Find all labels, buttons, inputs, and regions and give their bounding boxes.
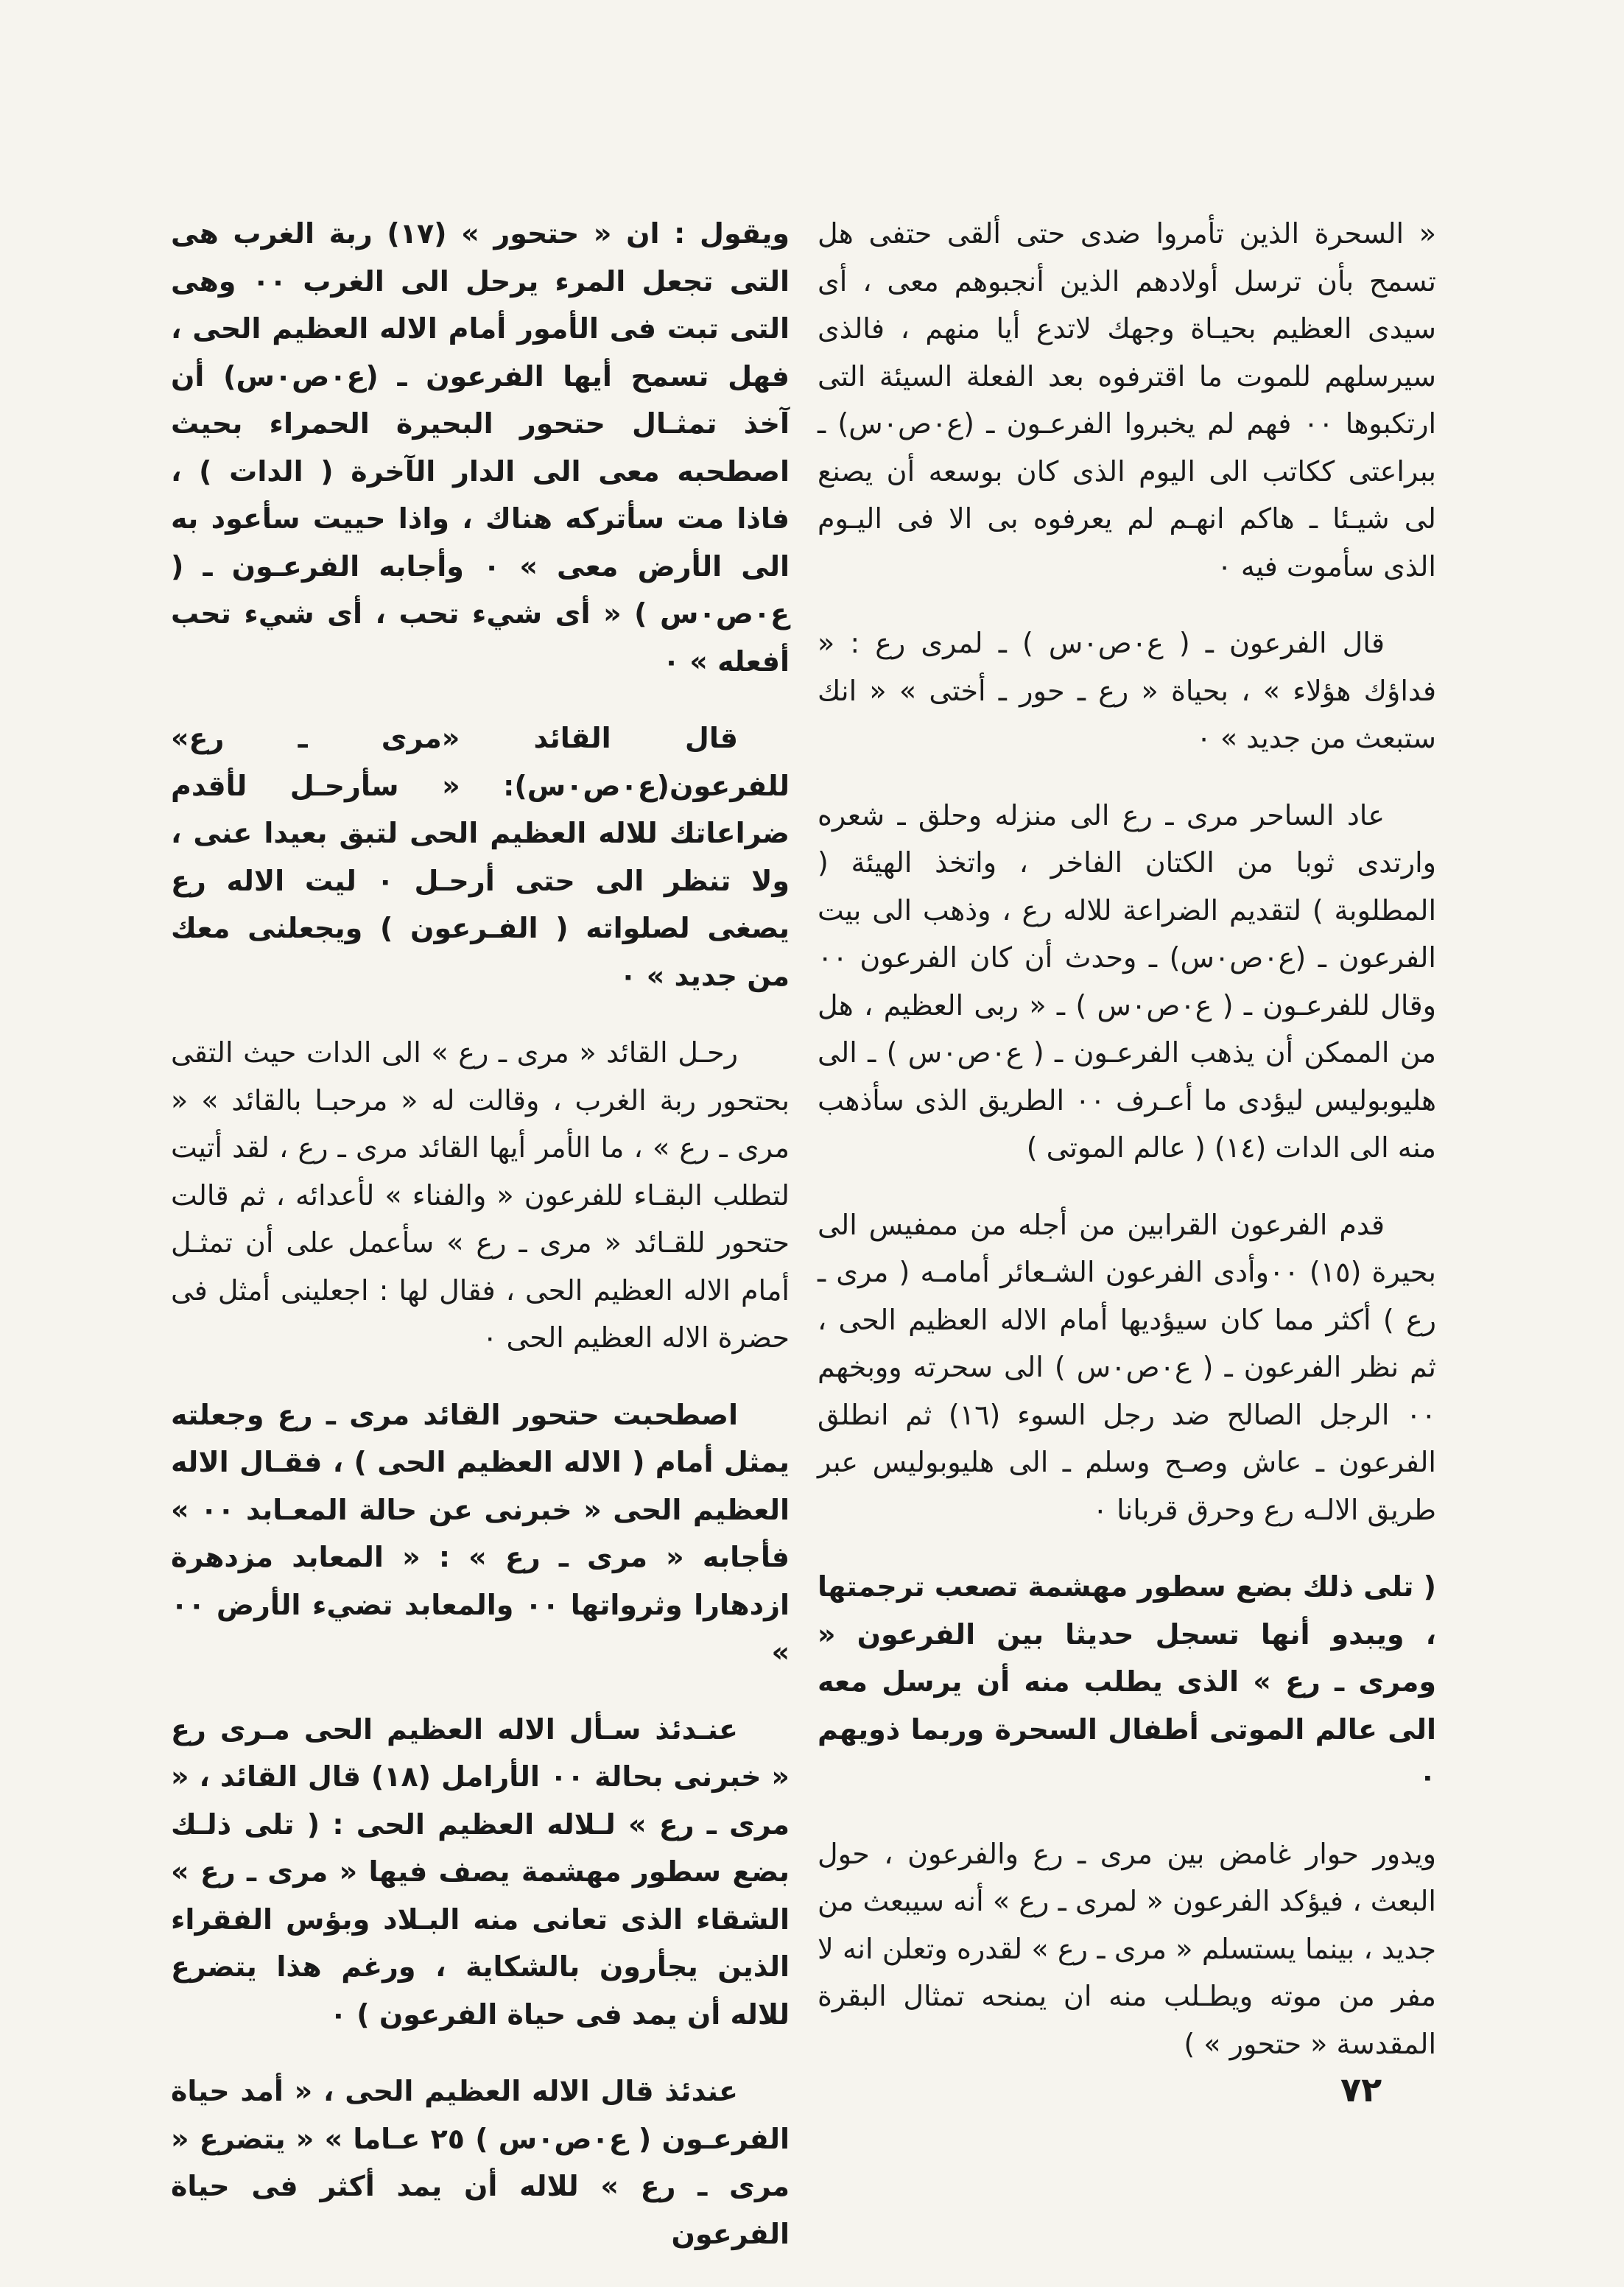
- paragraph: عاد الساحر مرى ـ رع الى منزله وحلق ـ شعره وارتدى ثوبا من الكتان الفاخر ، واتخذ الهيئة ( المطلوبة ) لتقديم الضراعة للاله رع ، وذهب الى بيت الفرعون ـ (ع٠ص٠س) ـ وحدث أن كان الفرعون ٠٠ وقال للفرعـون ـ ( ع٠ص٠س ) ـ « ربى العظيم ، هل من الممكن أن يذهب الفرعـون ـ ( ع٠ص٠س ) ـ الى هليوبوليس ليؤدى ما أعـرف ٠٠ الطريق الذى سأذهب منه الى الدات (١٤) ( عالم الموتى ): [818, 798, 1437, 1164]
- paragraph: قال الفرعون ـ ( ع٠ص٠س ) ـ لمرى رع : « فداؤك هؤلاء » ، بحياة « رع ـ حور ـ أختى » « انك ستبعث من جديد » ٠: [818, 627, 1436, 754]
- paragraph: « السحرة الذين تأمروا ضدى حتى ألقى حتفى هل تسمح بأن ترسل أولادهم الذين أنجبوهم معى ، أى سيدى العظيم بحيـاة وجهك لاتدع أيا منهم ، فالذى سيرسلهم للموت ما اقترفوه بعد الفعلة السيئة التى ارتكبوها ٠٠ فهم لم يخبروا الفرعـون ـ (ع٠ص٠س) ـ ببراعتى ككاتب الى اليوم الذى كان بوسعه أن يصنع لى شيـئا ـ هاكم انهـم لم يعرفوه بى الا فى اليـوم الذى سأموت فيه ٠: [818, 217, 1436, 583]
- paragraph: ( تلى ذلك بضع سطور مهشمة تصعب ترجمتها ، ويبدو أنها تسجل حديثا بين الفرعون « ومرى ـ رع » الذى يطلب منه أن يرسل معه الى عالم الموتى أطفال السحرة وربما ذويهم ٠: [818, 1570, 1436, 1793]
- paragraph: عندئذ قال الاله العظيم الحى ، « أمد حياة الفرعـون ( ع٠ص٠س ) ٢٥ عـاما » « يتضرع « مرى ـ رع » للاله أن يمد أكثر فى حياة الفرعون: [171, 2075, 790, 2250]
- paragraph: عنـدئذ سـأل الاله العظيم الحى مـرى رع « خبرنى بحالة ٠٠ الأرامل (١٨) قال القائد ، « مرى ـ رع » لـلاله العظيم الحى : ( تلى ذلـك بضع سطور مهشمة يصف فيها « مرى ـ رع » الشقاء الذى تعانى منه البـلاد وبؤس الفقراء الذين يجأرون بالشكاية ، ورغم هذا يتضرع للاله أن يمد فى حياة الفرعون ) ٠: [171, 1712, 790, 2031]
- right-column: [818, 210, 1436, 2097]
- paragraph: قدم الفرعون القرابين من أجله من ممفيس الى بحيرة (١٥) ٠٠وأدى الفرعون الشـعائر أمامـه ( مرى ـ رع ) أكثر مما كان سيؤديها أمام الاله العظيم الحى ، ثم نظر الفرعون ـ ( ع٠ص٠س ) الى سحرته ووبخهم ٠٠ الرجل الصالح ضد رجل السوء (١٦) ثم انطلق الفرعون ـ عاش وصـح وسلم ـ الى هليوبوليس عبر طريق الالـه رع وحرق قربانا ٠: [818, 1208, 1436, 1526]
- paragraph: ويدور حوار غامض بين مرى ـ رع والفرعون ، حول البعث ، فيؤكد الفرعون « لمرى ـ رع » أنه سيبعث من جديد ، بينما يستسلم « مرى ـ رع » لقدره وتعلن انه لا مفر من موته ويطـلب منه ان يمنحه تمثال البقرة المقدسة « حتحور » ): [818, 1837, 1436, 2060]
- paragraph: اصطحبت حتحور القائد مرى ـ رع وجعلته يمثل أمام ( الاله العظيم الحى ) ، فقـال الاله العظيم الحى « خبرنى عن حالة المعـابد ٠٠ » فأجابه « مرى ـ رع » : « المعابد مزدهرة ازدهارا وثرواتها ٠٠ والمعابد تضيء الأرض ٠٠ »: [171, 1398, 790, 1668]
- paragraph: ويقول : ان « حتحور » (١٧) ربة الغرب هى التى تجعل المرء يرحل الى الغرب ٠٠ وهى التى تبت فى الأمور أمام الاله العظيم الحى ، فهل تسمح أيها الفرعون ـ (ع٠ص٠س) أن آخذ تمثـال حتحور البحيرة الحمراء بحيث اصطحبه معى الى الدار الآخرة ( الدات ) ، فاذا مت سأتركه هناك ، واذا حييت سأعود به الى الأرض معى » ٠ وأجابه الفرعـون ـ ( ع٠ص٠س ) « أى شيء تحب ، أى شيء تحب أفعله » ٠: [171, 217, 790, 678]
- paragraph: رحـل القائد « مرى ـ رع » الى الدات حيث التقى بحتحور ربة الغرب ، وقالت له « مرحبـا بالقائد » « مرى ـ رع » ، ما الأمر أيها القائد مرى ـ رع ، لقد أتيت لتطلب البقـاء للفرعون « والفناء » لأعدائه ، ثم قالت حتحور للقـائد « مرى ـ رع » سأعمل على أن تمثـل أمام الاله العظيم الحى ، فقال لها : اجعلينى أمثل فى حضرة الاله العظيم الحى ٠: [171, 1036, 790, 1354]
- left-column: [171, 210, 790, 2287]
- paragraph: قال القائد «مرى ـ رع» للفرعون(ع٠ص٠س): « سأرحـل لأقدم ضراعاتك للاله العظيم الحى لتبق بعيدا عنى ، ولا تنظر الى حتى أرحـل ٠ ليت الاله رع يصغى لصلواته ( الفـرعون ) ويجعلنى معك من جديد » ٠: [171, 722, 790, 992]
- page-number: ٧٢: [1340, 2070, 1382, 2109]
